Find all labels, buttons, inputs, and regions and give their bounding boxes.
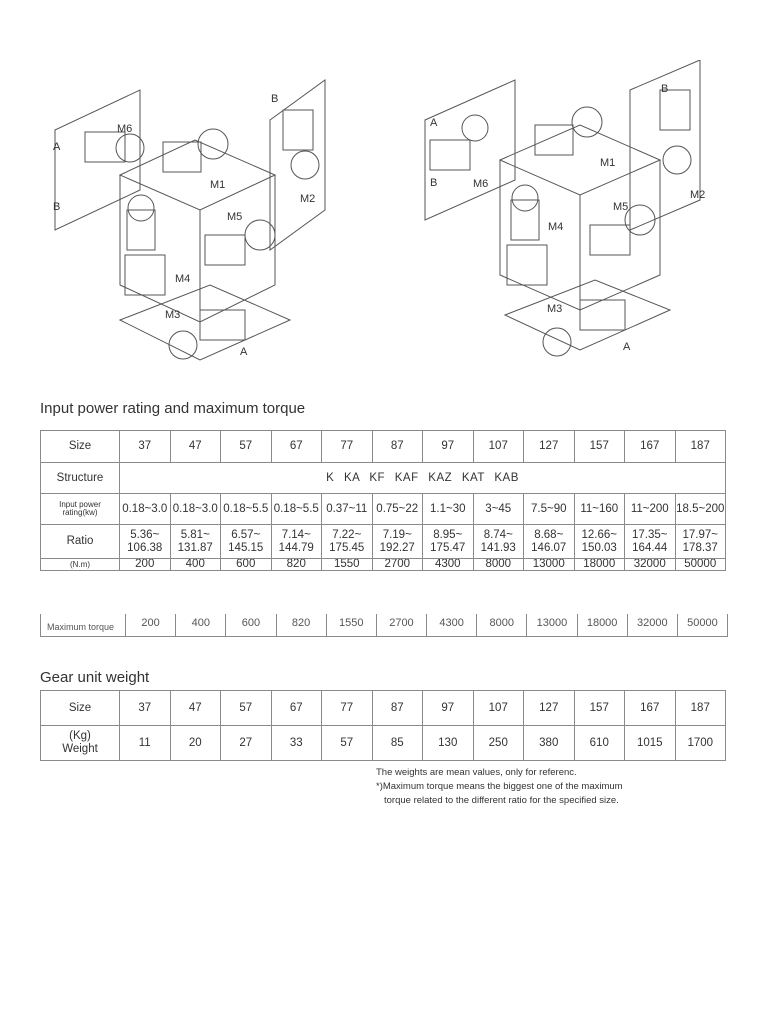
input-power-cell: 0.18~3.0	[170, 494, 221, 525]
torque-fragment-cell: 32000	[628, 614, 678, 636]
size-cell: 67	[271, 691, 322, 726]
torque-fragment-cell: 18000	[578, 614, 628, 636]
ratio-cell: 17.35~ 164.44	[625, 525, 676, 559]
row-header-weight: (Kg) Weight	[41, 726, 120, 761]
power-rating-table	[40, 430, 726, 571]
label-b-top: B	[661, 83, 669, 95]
table-row-size	[41, 431, 726, 463]
gear-weight-table	[40, 690, 726, 761]
ratio-cell: 5.81~ 131.87	[170, 525, 221, 559]
torque-fragment-cell: 200	[126, 614, 176, 636]
input-power-cell: 0.18~3.0	[120, 494, 171, 525]
label-m6: M6	[117, 123, 133, 135]
input-power-cell: 11~160	[574, 494, 625, 525]
label-b-top: B	[271, 93, 279, 105]
label-a: A	[53, 141, 61, 153]
torque-cell: 600	[221, 559, 272, 571]
mounting-positions-drawing	[35, 60, 365, 380]
torque-cell: 8000	[473, 559, 524, 571]
input-power-cell: 7.5~90	[524, 494, 575, 525]
footnotes	[376, 766, 736, 808]
label-m1: M1	[210, 179, 226, 191]
input-power-label-line2: rating(kw)	[62, 508, 98, 517]
torque-fragment-cell: 820	[277, 614, 327, 636]
torque-cell: 820	[271, 559, 322, 571]
size-cell: 167	[625, 431, 676, 463]
label-b: B	[430, 177, 438, 189]
note-torque: *)Maximum torque means the biggest one of the maximum	[376, 781, 623, 792]
weight-cell: 380	[524, 726, 575, 761]
label-m4: M4	[175, 273, 191, 285]
weight-cell: 27	[221, 726, 272, 761]
label-a-bottom: A	[240, 346, 248, 358]
label-m5: M5	[613, 201, 629, 213]
torque-fragment-cell: 400	[176, 614, 226, 636]
weight-cell: 130	[423, 726, 474, 761]
size-cell: 47	[170, 691, 221, 726]
note-weights: The weights are mean values, only for referenc.	[376, 767, 577, 778]
torque-fragment-cell: 4300	[427, 614, 477, 636]
size-cell: 157	[574, 691, 625, 726]
torque-fragment-cell: 600	[226, 614, 276, 636]
ratio-cell: 8.68~ 146.07	[524, 525, 575, 559]
ratio-cell: 8.95~ 175.47	[423, 525, 474, 559]
row-header-torque-unit: (N.m)	[41, 559, 120, 571]
label-a: A	[430, 117, 438, 129]
ratio-cell: 17.97~ 178.37	[675, 525, 726, 559]
input-power-cell: 18.5~200	[675, 494, 726, 525]
ratio-cell: 7.14~ 144.79	[271, 525, 322, 559]
size-cell: 77	[322, 691, 373, 726]
mounting-diagram-left	[35, 60, 365, 380]
size-cell: 167	[625, 691, 676, 726]
table-row-weight	[41, 726, 726, 761]
max-torque-label: Maximum torque	[41, 614, 126, 636]
size-cell: 187	[675, 691, 726, 726]
table-row-torque-cut	[41, 559, 726, 571]
torque-cell: 13000	[524, 559, 575, 571]
size-cell: 157	[574, 431, 625, 463]
torque-cell: 18000	[574, 559, 625, 571]
ratio-cell: 12.66~ 150.03	[574, 525, 625, 559]
input-power-cell: 1.1~30	[423, 494, 474, 525]
input-power-cell: 0.75~22	[372, 494, 423, 525]
weight-cell: 11	[120, 726, 171, 761]
size-cell: 127	[524, 431, 575, 463]
weight-cell: 20	[170, 726, 221, 761]
size-cell: 107	[473, 691, 524, 726]
label-m3: M3	[165, 309, 181, 321]
input-power-label-line1: Input power	[59, 500, 101, 509]
structure-value: K KA KF KAF KAZ KAT KAB	[120, 463, 726, 494]
size-cell: 187	[675, 431, 726, 463]
weight-cell: 33	[271, 726, 322, 761]
row-header-ratio: Ratio	[41, 525, 120, 559]
input-power-cell: 0.18~5.5	[221, 494, 272, 525]
row-header-size: Size	[41, 691, 120, 726]
weight-cell: 610	[574, 726, 625, 761]
torque-fragment-cell: 13000	[527, 614, 577, 636]
torque-cell: 4300	[423, 559, 474, 571]
row-header-input-power	[41, 494, 120, 525]
torque-fragment-cell: 8000	[477, 614, 527, 636]
size-cell: 47	[170, 431, 221, 463]
weight-cell: 85	[372, 726, 423, 761]
ratio-cell: 7.22~ 175.45	[322, 525, 373, 559]
note-torque-continued: torque related to the different ratio for the specified size.	[384, 795, 619, 806]
label-b: B	[53, 201, 61, 213]
torque-cell: 1550	[322, 559, 373, 571]
weight-cell: 1700	[675, 726, 726, 761]
torque-cell: 32000	[625, 559, 676, 571]
ratio-cell: 6.57~ 145.15	[221, 525, 272, 559]
torque-fragment-cell: 1550	[327, 614, 377, 636]
ratio-cell: 8.74~ 141.93	[473, 525, 524, 559]
torque-cell: 50000	[675, 559, 726, 571]
label-m5: M5	[227, 211, 243, 223]
label-a-bottom: A	[623, 341, 631, 353]
label-m1: M1	[600, 157, 616, 169]
torque-fragment-cell: 2700	[377, 614, 427, 636]
label-m4: M4	[548, 221, 564, 233]
mounting-diagram-right	[415, 60, 745, 380]
row-header-size: Size	[41, 431, 120, 463]
torque-cell: 200	[120, 559, 171, 571]
weight-cell: 1015	[625, 726, 676, 761]
size-cell: 57	[221, 431, 272, 463]
input-power-cell: 11~200	[625, 494, 676, 525]
size-cell: 127	[524, 691, 575, 726]
size-cell: 37	[120, 431, 171, 463]
table-row-ratio	[41, 525, 726, 559]
torque-cell: 400	[170, 559, 221, 571]
diagram-labels	[53, 93, 315, 358]
weight-section-title: Gear unit weight	[40, 669, 150, 686]
torque-cell: 2700	[372, 559, 423, 571]
weight-cell: 250	[473, 726, 524, 761]
power-section-title: Input power rating and maximum torque	[40, 400, 306, 417]
label-m3: M3	[547, 303, 563, 315]
size-cell: 67	[271, 431, 322, 463]
ratio-cell: 5.36~ 106.38	[120, 525, 171, 559]
ratio-cell: 7.19~ 192.27	[372, 525, 423, 559]
input-power-cell: 0.18~5.5	[271, 494, 322, 525]
torque-row-fragment	[40, 614, 728, 637]
label-m2: M2	[690, 189, 706, 201]
table-row-size	[41, 691, 726, 726]
label-m2: M2	[300, 193, 316, 205]
size-cell: 77	[322, 431, 373, 463]
label-m6: M6	[473, 178, 489, 190]
size-cell: 37	[120, 691, 171, 726]
torque-fragment-cell: 50000	[687, 617, 718, 629]
row-header-structure: Structure	[41, 463, 120, 494]
size-cell: 87	[372, 431, 423, 463]
input-power-cell: 3~45	[473, 494, 524, 525]
size-cell: 87	[372, 691, 423, 726]
mounting-positions-drawing	[415, 60, 745, 380]
size-cell: 57	[221, 691, 272, 726]
size-cell: 97	[423, 431, 474, 463]
size-cell: 107	[473, 431, 524, 463]
weight-cell: 57	[322, 726, 373, 761]
table-row-structure	[41, 463, 726, 494]
input-power-cell: 0.37~11	[322, 494, 373, 525]
size-cell: 97	[423, 691, 474, 726]
table-row-input-power	[41, 494, 726, 525]
